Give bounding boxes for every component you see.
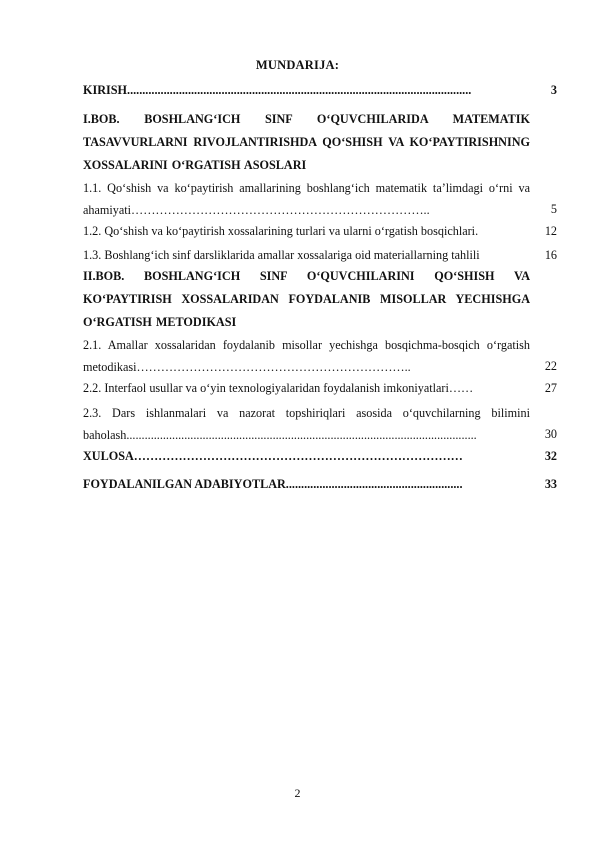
toc-entry-text: 1.2. Qo‘shish va ko‘paytirish xossalarining turlari va ularni o‘rgatish bosqichlari.	[83, 224, 479, 238]
toc-entry-adabiyotlar[interactable]	[83, 474, 561, 494]
toc-entry-1-1[interactable]	[83, 177, 561, 221]
toc-title: MUNDARIJA:	[255, 58, 340, 72]
toc-entry-page: 3	[550, 83, 557, 97]
toc-entry-page: 5	[550, 202, 557, 216]
toc-entry-page: 32	[544, 449, 557, 463]
toc-entry-page: 16	[544, 248, 557, 262]
toc-entry-2-2[interactable]	[83, 378, 561, 398]
toc-entry-text: 1.1. Qo‘shish va ko‘paytirish amallarining boshlang‘ich matematik ta’limdagi o‘rni va ahamiyati………………………………………………………………..	[83, 181, 530, 217]
toc-entry-page: 33	[544, 477, 557, 491]
toc-entry-page: 12	[544, 224, 557, 238]
page-number: 2	[294, 786, 301, 800]
toc-entry-kirish[interactable]	[83, 80, 561, 100]
toc-entry-text: FOYDALANILGAN ADABIYOTLAR..........................................................	[83, 477, 463, 491]
toc-entry-text: XULOSA………………………………………………………………………	[83, 449, 463, 463]
toc-entry-text: KIRISH.................................................................................................................	[83, 83, 472, 97]
toc-entry-1-3[interactable]	[83, 245, 561, 265]
toc-entry-page: 30	[544, 427, 557, 441]
toc-entry-text: 2.2. Interfaol usullar va o‘yin texnologiyalaridan foydalanish imkoniyatlari……	[83, 381, 474, 395]
toc-entry-chapter-1[interactable]	[83, 108, 561, 177]
toc-entry-page: 27	[544, 381, 557, 395]
toc-entry-2-3[interactable]	[83, 402, 561, 446]
toc-entry-text: I.BOB. BOSHLANG‘ICH SINF O‘QUVCHILARIDA MATEMATIK TASAVVURLARNI RIVOJLANTIRISHDA QO‘SHISH VA KO‘PAYTIRISHNING XOSSALARINI O‘RGATISH ASOSLARI	[83, 112, 530, 172]
toc-entry-text: 2.1. Amallar xossalaridan foydalanib misollar yechishga bosqichma-bosqich o‘rgatish metodikasi…………………………………………………………..	[83, 338, 530, 374]
toc-entry-text: 2.3. Dars ishlanmalari va nazorat topshiriqlari asosida o‘quvchilarning bilimini baholash...................................................................................................................	[83, 406, 530, 442]
toc-entry-chapter-2[interactable]	[83, 265, 561, 334]
toc-entry-text: 1.3. Boshlang‘ich sinf darsliklarida amallar xossalariga oid materiallarning tahlili	[83, 248, 480, 262]
toc-entry-page: 22	[544, 359, 557, 373]
toc-entry-2-1[interactable]	[83, 334, 561, 378]
toc-entry-xulosa[interactable]	[83, 446, 561, 466]
toc-entry-1-2[interactable]	[83, 221, 561, 241]
table-of-contents	[83, 80, 561, 494]
toc-entry-text: II.BOB. BOSHLANG‘ICH SINF O‘QUVCHILARINI QO‘SHISH VA KO‘PAYTIRISH XOSSALARIDAN FOYDALANIB MISOLLAR YECHISHGA O‘RGATISH METODIKASI	[83, 269, 530, 329]
